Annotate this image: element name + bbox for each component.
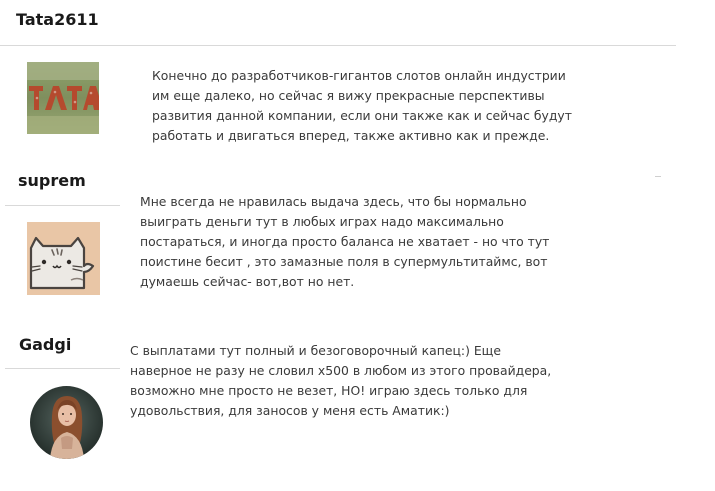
photo-red-letters-on-grass-icon: [27, 62, 99, 134]
comment-divider: [5, 205, 120, 206]
comment-text-line: думаешь сейчас- вот,вот но нет.: [140, 274, 355, 289]
comment-text-line: возможно мне просто не везет, НО! играю здесь только для: [130, 383, 528, 398]
comment-text-line: работать и двигаться вперед, также активно как и прежде.: [152, 128, 550, 143]
pusheen-cat-icon: [27, 222, 100, 295]
girl-portrait-dark-icon: [30, 386, 103, 459]
comment-text-line: наверное не разу не словил x500 в любом из этого провайдера,: [130, 363, 552, 378]
comment-text-line: С выплатами тут полный и безоговорочный капец:) Еще: [130, 343, 501, 358]
comment-text-line: им еще далеко, но сейчас я вижу прекрасные перспективы: [152, 88, 545, 103]
comment-text-line: Конечно до разработчиков-гигантов слотов онлайн индустрии: [152, 68, 566, 83]
comment-username[interactable]: Gadgi: [19, 335, 72, 354]
comment-divider: [0, 45, 676, 46]
comment-username[interactable]: Tata2611: [16, 10, 99, 29]
comment-divider: [5, 368, 120, 369]
comment-text: [140, 192, 549, 292]
divider-fragment: [655, 176, 661, 177]
comment-text: [152, 66, 572, 146]
comment-text-line: удовольствия, для заносов у меня есть Аматик:): [130, 403, 450, 418]
comment-text-line: выиграть деньги тут в любых играх надо максимально: [140, 214, 504, 229]
comment-text-line: поистине бесит , это замазные поля в супермультитаймс, вот: [140, 254, 548, 269]
comment-text: [130, 341, 551, 421]
comment-text-line: постараться, и иногда просто баланса не хватает - но что тут: [140, 234, 550, 249]
comment-text-line: развития данной компании, если они также как и сейчас будут: [152, 108, 572, 123]
comment-username[interactable]: suprem: [18, 171, 86, 190]
comment-text-line: Мне всегда не нравилась выдача здесь, что бы нормально: [140, 194, 527, 209]
